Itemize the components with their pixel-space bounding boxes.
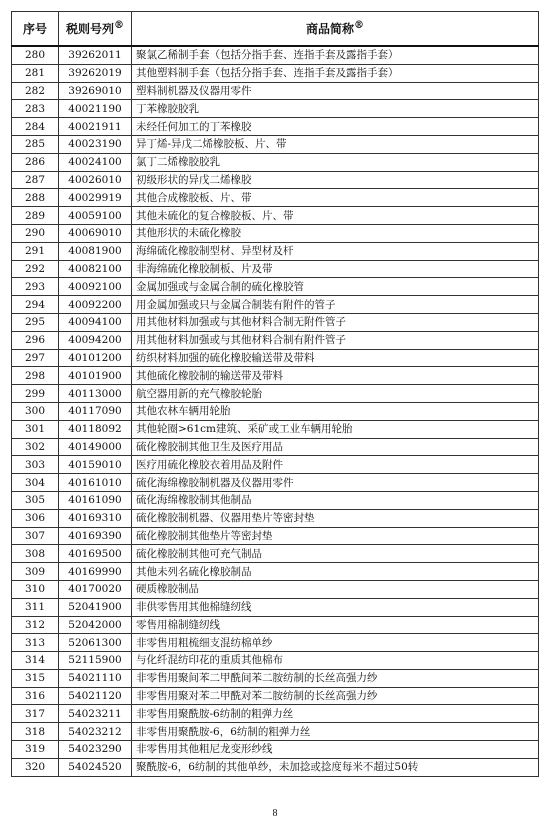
cell-seq: 284 <box>12 118 59 136</box>
cell-seq: 318 <box>12 723 59 741</box>
cell-seq: 299 <box>12 385 59 403</box>
cell-tariff-code: 40092200 <box>59 296 132 314</box>
table-row <box>12 100 539 118</box>
cell-product-name: 塑料制机器及仪器用零件 <box>132 82 539 100</box>
table-row <box>12 224 539 242</box>
cell-seq: 285 <box>12 135 59 153</box>
table-row <box>12 367 539 385</box>
cell-product-name: 非零售用粗梳细支混纺棉单纱 <box>132 634 539 652</box>
cell-tariff-code: 40161010 <box>59 474 132 492</box>
cell-tariff-code: 40029919 <box>59 189 132 207</box>
cell-product-name: 未经任何加工的丁苯橡胶 <box>132 118 539 136</box>
cell-product-name: 纺织材料加强的硫化橡胶输送带及带料 <box>132 349 539 367</box>
cell-seq: 283 <box>12 100 59 118</box>
cell-product-name: 初级形状的异戊二烯橡胶 <box>132 171 539 189</box>
table-row <box>12 242 539 260</box>
cell-tariff-code: 39262019 <box>59 64 132 82</box>
cell-tariff-code: 54023290 <box>59 741 132 759</box>
cell-tariff-code: 40169500 <box>59 545 132 563</box>
cell-tariff-code: 40069010 <box>59 224 132 242</box>
cell-product-name: 其他未硫化的复合橡胶板、片、带 <box>132 207 539 225</box>
cell-product-name: 硫化海绵橡胶制机器及仪器用零件 <box>132 474 539 492</box>
table-row <box>12 296 539 314</box>
cell-product-name: 异丁烯-异戊二烯橡胶板、片、带 <box>132 135 539 153</box>
cell-product-name: 其他硫化橡胶制的输送带及带料 <box>132 367 539 385</box>
cell-product-name: 与化纤混纺印花的重质其他棉布 <box>132 652 539 670</box>
table-row <box>12 171 539 189</box>
cell-product-name: 其他合成橡胶板、片、带 <box>132 189 539 207</box>
cell-product-name: 聚氯乙稀制手套（包括分指手套、连指手套及露指手套） <box>132 46 539 64</box>
cell-tariff-code: 52041900 <box>59 598 132 616</box>
cell-tariff-code: 40092100 <box>59 278 132 296</box>
table-row <box>12 313 539 331</box>
table-row <box>12 153 539 171</box>
table-row <box>12 64 539 82</box>
cell-product-name: 非供零售用其他棉缝纫线 <box>132 598 539 616</box>
cell-product-name: 非海绵硫化橡胶制板、片及带 <box>132 260 539 278</box>
cell-product-name: 硫化橡胶制其他垫片等密封垫 <box>132 527 539 545</box>
table-row <box>12 474 539 492</box>
cell-tariff-code: 39262011 <box>59 46 132 64</box>
cell-tariff-code: 40094100 <box>59 313 132 331</box>
table-row <box>12 331 539 349</box>
table-row <box>12 580 539 598</box>
cell-seq: 308 <box>12 545 59 563</box>
cell-seq: 290 <box>12 224 59 242</box>
table-row <box>12 420 539 438</box>
cell-seq: 296 <box>12 331 59 349</box>
cell-tariff-code: 40118092 <box>59 420 132 438</box>
cell-product-name: 非零售用聚对苯二甲酰对苯二胺纺制的长丝高强力纱 <box>132 687 539 705</box>
cell-tariff-code: 52061300 <box>59 634 132 652</box>
cell-tariff-code: 40169990 <box>59 563 132 581</box>
table-row <box>12 545 539 563</box>
cell-seq: 300 <box>12 402 59 420</box>
cell-tariff-code: 40117090 <box>59 402 132 420</box>
table-row <box>12 260 539 278</box>
cell-tariff-code: 40094200 <box>59 331 132 349</box>
cell-product-name: 零售用棉制缝纫线 <box>132 616 539 634</box>
table-body <box>12 46 539 776</box>
cell-product-name: 医疗用硫化橡胶衣着用品及附件 <box>132 456 539 474</box>
table-row <box>12 652 539 670</box>
cell-product-name: 硬质橡胶制品 <box>132 580 539 598</box>
cell-product-name: 丁苯橡胶胶乳 <box>132 100 539 118</box>
cell-seq: 288 <box>12 189 59 207</box>
cell-seq: 295 <box>12 313 59 331</box>
cell-product-name: 非零售用其他粗尼龙变形纱线 <box>132 741 539 759</box>
cell-tariff-code: 54021110 <box>59 669 132 687</box>
table-row <box>12 723 539 741</box>
cell-product-name: 聚酰胺-6，6纺制的其他单纱，未加捻或捻度每米不超过50转 <box>132 758 539 776</box>
cell-seq: 314 <box>12 652 59 670</box>
cell-product-name: 非零售用聚酰胺-6纺制的粗弹力丝 <box>132 705 539 723</box>
cell-tariff-code: 40169310 <box>59 509 132 527</box>
cell-product-name: 其他农林车辆用轮胎 <box>132 402 539 420</box>
cell-tariff-code: 40021190 <box>59 100 132 118</box>
cell-tariff-code: 40170020 <box>59 580 132 598</box>
table-row <box>12 118 539 136</box>
table-header-row <box>12 12 539 47</box>
table-row <box>12 598 539 616</box>
cell-seq: 302 <box>12 438 59 456</box>
cell-product-name: 金属加强或与金属合制的硫化橡胶管 <box>132 278 539 296</box>
cell-tariff-code: 40101200 <box>59 349 132 367</box>
cell-seq: 287 <box>12 171 59 189</box>
cell-product-name: 其他轮圈>61cm建筑、采矿或工业车辆用轮胎 <box>132 420 539 438</box>
cell-seq: 306 <box>12 509 59 527</box>
table-row <box>12 82 539 100</box>
cell-seq: 319 <box>12 741 59 759</box>
cell-tariff-code: 40081900 <box>59 242 132 260</box>
table-row <box>12 634 539 652</box>
cell-seq: 313 <box>12 634 59 652</box>
cell-product-name: 其他塑料制手套（包括分指手套、连指手套及露指手套） <box>132 64 539 82</box>
cell-tariff-code: 40082100 <box>59 260 132 278</box>
cell-product-name: 氯丁二烯橡胶胶乳 <box>132 153 539 171</box>
cell-tariff-code: 40024100 <box>59 153 132 171</box>
table-row <box>12 135 539 153</box>
table-row <box>12 385 539 403</box>
table-row <box>12 438 539 456</box>
cell-seq: 294 <box>12 296 59 314</box>
cell-seq: 312 <box>12 616 59 634</box>
cell-product-name: 硫化橡胶制机器、仪器用垫片等密封垫 <box>132 509 539 527</box>
cell-seq: 301 <box>12 420 59 438</box>
table-row <box>12 278 539 296</box>
cell-product-name: 用其他材料加强或与其他材料合制有附件管子 <box>132 331 539 349</box>
cell-seq: 311 <box>12 598 59 616</box>
table-row <box>12 758 539 776</box>
page-number: 8 <box>272 808 278 819</box>
cell-tariff-code: 39269010 <box>59 82 132 100</box>
cell-seq: 291 <box>12 242 59 260</box>
cell-seq: 305 <box>12 491 59 509</box>
table-row <box>12 207 539 225</box>
cell-seq: 281 <box>12 64 59 82</box>
cell-seq: 316 <box>12 687 59 705</box>
cell-tariff-code: 40113000 <box>59 385 132 403</box>
table-row <box>12 491 539 509</box>
cell-seq: 298 <box>12 367 59 385</box>
cell-tariff-code: 40149000 <box>59 438 132 456</box>
cell-product-name: 用金属加强或只与金属合制装有附件的管子 <box>132 296 539 314</box>
cell-tariff-code: 54021120 <box>59 687 132 705</box>
cell-seq: 303 <box>12 456 59 474</box>
table-row <box>12 669 539 687</box>
cell-seq: 292 <box>12 260 59 278</box>
cell-seq: 309 <box>12 563 59 581</box>
cell-tariff-code: 52042000 <box>59 616 132 634</box>
tariff-table <box>11 11 539 777</box>
cell-seq: 286 <box>12 153 59 171</box>
cell-tariff-code: 40161090 <box>59 491 132 509</box>
cell-tariff-code: 40023190 <box>59 135 132 153</box>
cell-tariff-code: 40021911 <box>59 118 132 136</box>
table-row <box>12 402 539 420</box>
cell-product-name: 硫化橡胶制其他可充气制品 <box>132 545 539 563</box>
cell-seq: 307 <box>12 527 59 545</box>
cell-seq: 297 <box>12 349 59 367</box>
table-row <box>12 349 539 367</box>
cell-seq: 304 <box>12 474 59 492</box>
cell-seq: 310 <box>12 580 59 598</box>
table-row <box>12 509 539 527</box>
cell-tariff-code: 54024520 <box>59 758 132 776</box>
table-row <box>12 46 539 64</box>
header-tariff-code: 税则号列® <box>59 12 132 47</box>
header-seq: 序号 <box>12 12 59 47</box>
cell-seq: 293 <box>12 278 59 296</box>
table-row <box>12 563 539 581</box>
cell-tariff-code: 54023211 <box>59 705 132 723</box>
table-row <box>12 527 539 545</box>
cell-tariff-code: 40059100 <box>59 207 132 225</box>
cell-seq: 320 <box>12 758 59 776</box>
cell-product-name: 非零售用聚间苯二甲酰间苯二胺纺制的长丝高强力纱 <box>132 669 539 687</box>
cell-tariff-code: 40101900 <box>59 367 132 385</box>
cell-tariff-code: 54023212 <box>59 723 132 741</box>
cell-product-name: 其他未列名硫化橡胶制品 <box>132 563 539 581</box>
cell-product-name: 硫化橡胶制其他卫生及医疗用品 <box>132 438 539 456</box>
table-row <box>12 687 539 705</box>
cell-seq: 317 <box>12 705 59 723</box>
cell-seq: 280 <box>12 46 59 64</box>
cell-seq: 315 <box>12 669 59 687</box>
cell-seq: 289 <box>12 207 59 225</box>
cell-tariff-code: 40026010 <box>59 171 132 189</box>
table-row <box>12 189 539 207</box>
cell-tariff-code: 52115900 <box>59 652 132 670</box>
table-row <box>12 456 539 474</box>
cell-tariff-code: 40159010 <box>59 456 132 474</box>
cell-product-name: 其他形状的未硫化橡胶 <box>132 224 539 242</box>
cell-product-name: 海绵硫化橡胶制型材、异型材及杆 <box>132 242 539 260</box>
table-row <box>12 616 539 634</box>
cell-tariff-code: 40169390 <box>59 527 132 545</box>
cell-product-name: 非零售用聚酰胺-6，6纺制的粗弹力丝 <box>132 723 539 741</box>
header-product-name: 商品简称® <box>132 12 539 47</box>
cell-product-name: 用其他材料加强或与其他材料合制无附件管子 <box>132 313 539 331</box>
cell-seq: 282 <box>12 82 59 100</box>
table-row <box>12 741 539 759</box>
table-row <box>12 705 539 723</box>
cell-product-name: 硫化海绵橡胶制其他制品 <box>132 491 539 509</box>
cell-product-name: 航空器用新的充气橡胶轮胎 <box>132 385 539 403</box>
